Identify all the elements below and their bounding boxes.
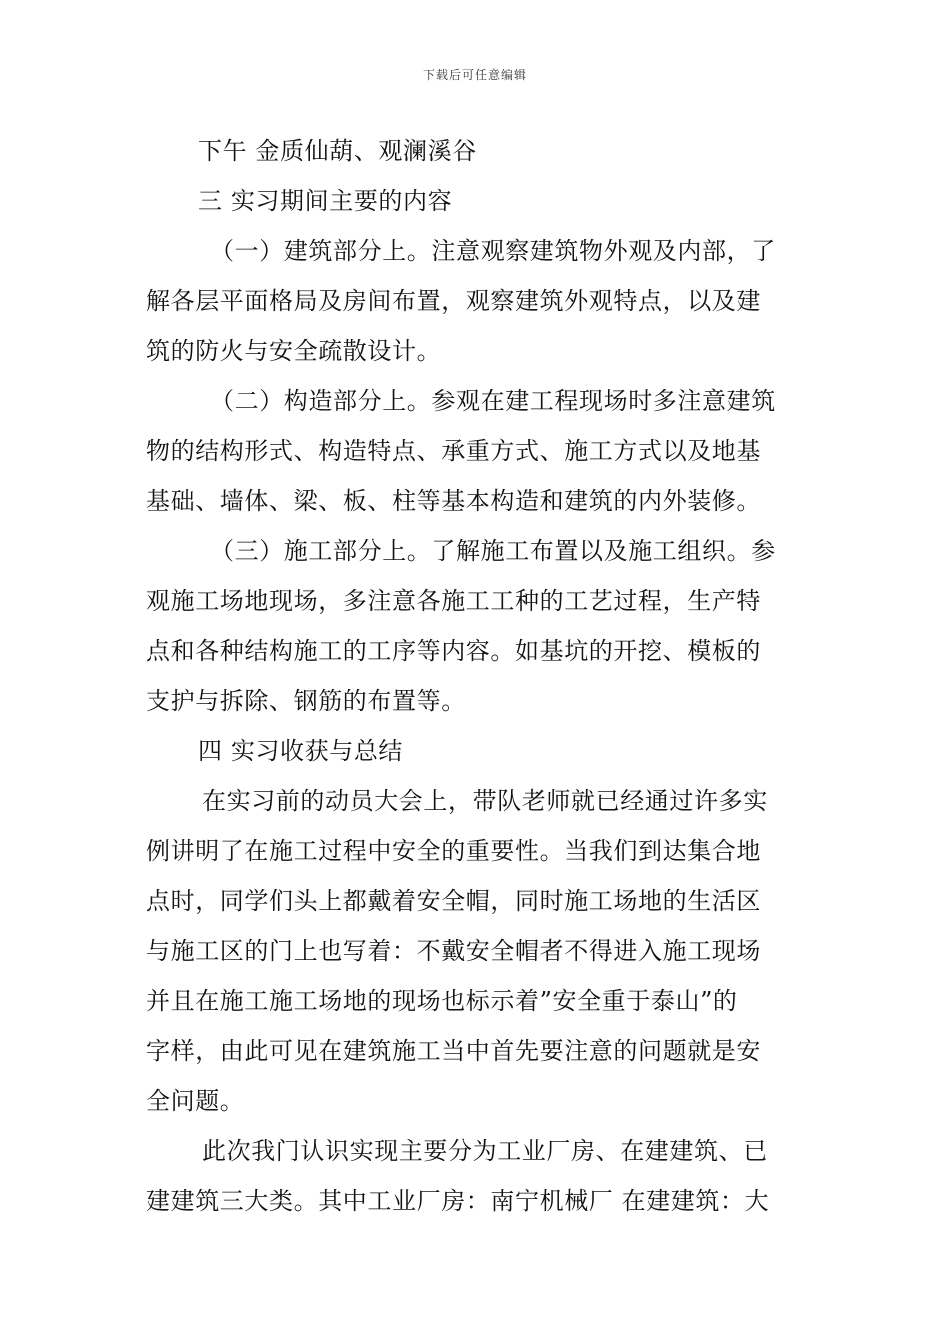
paragraph-line: 筑的防火与安全疏散设计。 [146,337,442,365]
paragraph-line: 点和各种结构施工的工序等内容。如基坑的开挖、模板的 [146,637,761,665]
paragraph-line: 并且在施工施工场地的现场也标示着”安全重于泰山”的 [146,987,738,1015]
paragraph-line: 观施工场地现场，多注意各施工工种的工艺过程，生产特 [146,587,761,615]
paragraph-line: 解各层平面格局及房间布置，观察建筑外观特点，以及建 [146,287,761,315]
paragraph-line: （一）建筑部分上。注意观察建筑物外观及内部，了 [210,237,776,265]
schedule-afternoon-line: 下午 金质仙葫、观澜溪谷 [198,137,477,165]
paragraph-line: 基础、墙体、梁、板、柱等基本构造和建筑的内外装修。 [146,487,761,515]
paragraph-line: 物的结构形式、构造特点、承重方式、施工方式以及地基 [146,437,761,465]
section-three-heading: 三 实习期间主要的内容 [198,187,453,215]
paragraph-line: 建建筑三大类。其中工业厂房：南宁机械厂 在建建筑：大 [146,1187,770,1215]
paragraph-line: 支护与拆除、钢筋的布置等。 [146,687,466,715]
document-body [146,126,806,1226]
page-header-note: 下载后可任意编辑 [422,68,527,82]
paragraph-line: 全问题。 [146,1087,245,1115]
paragraph-line: 在实习前的动员大会上，带队老师就已经通过许多实 [202,787,768,815]
paragraph-line: 点时，同学们头上都戴着安全帽，同时施工场地的生活区 [146,887,761,915]
section-four-heading: 四 实习收获与总结 [198,737,404,765]
paragraph-line: 字样，由此可见在建筑施工当中首先要注意的问题就是安 [146,1037,761,1065]
paragraph-line: （二）构造部分上。参观在建工程现场时多注意建筑 [210,387,776,415]
paragraph-line: 与施工区的门上也写着：不戴安全帽者不得进入施工现场 [146,937,761,965]
paragraph-line: 例讲明了在施工过程中安全的重要性。当我们到达集合地 [146,837,761,865]
paragraph-line: 此次我门认识实现主要分为工业厂房、在建建筑、已 [202,1137,768,1165]
paragraph-line: （三）施工部分上。了解施工布置以及施工组织。参 [210,537,776,565]
